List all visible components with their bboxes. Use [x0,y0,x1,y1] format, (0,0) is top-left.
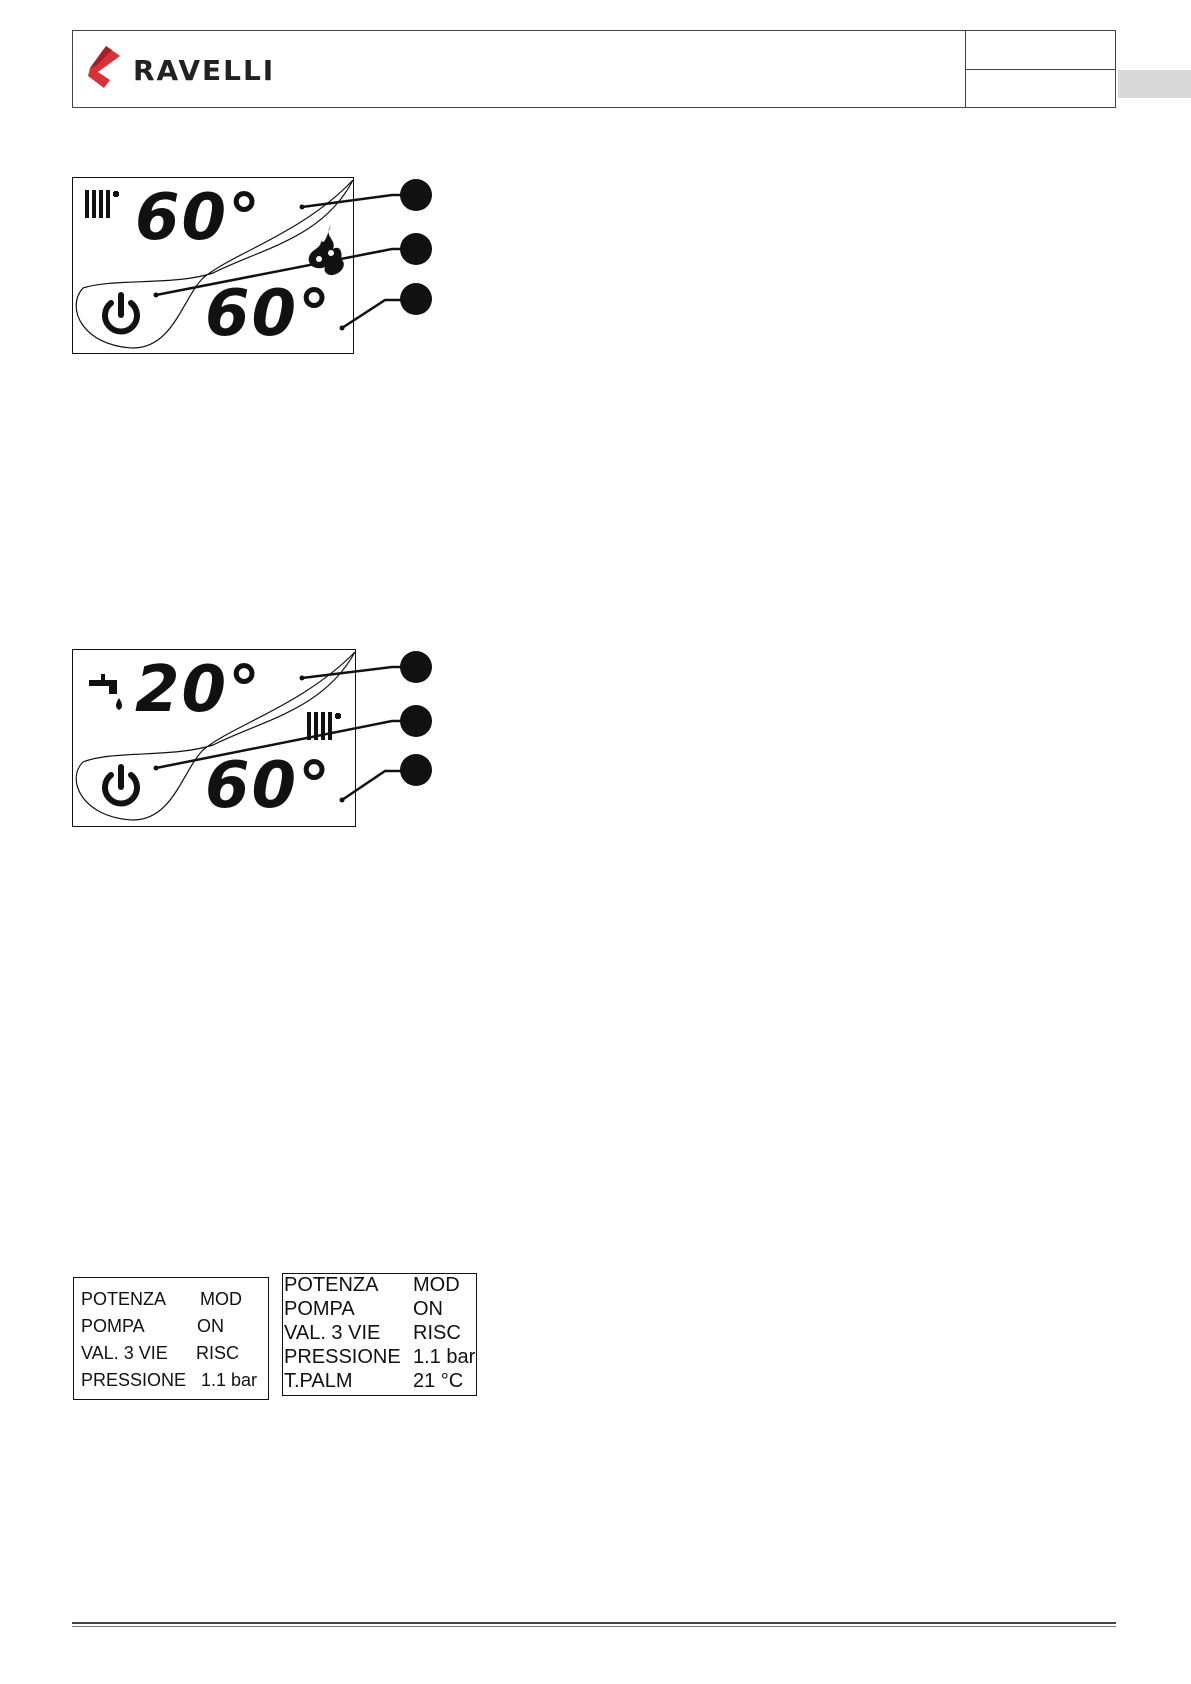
info-row [283,1346,476,1370]
info-value: RISC [196,1343,240,1363]
info-label: POMPA [81,1316,145,1336]
info-value: 1.1 bar [413,1346,476,1368]
lcd-top-temperature: 60° [135,181,263,255]
callout-marker-1 [400,651,432,683]
lcd-top-temperature: 20° [135,653,263,727]
info-row [74,1343,268,1367]
lcd-display-1 [72,177,354,354]
brand-name: RAVELLI [133,54,276,87]
info-row [283,1298,476,1322]
info-label: VAL. 3 VIE [284,1322,381,1344]
info-label: PRESSIONE [81,1370,187,1390]
page-tab-marker [1118,70,1191,98]
lcd-bottom-temperature: 60° [205,749,333,823]
info-row [283,1370,476,1394]
info-row [283,1274,476,1298]
footer-rule [72,1626,1116,1627]
info-table-1 [73,1277,269,1400]
info-row [74,1370,268,1394]
ravelli-logo-icon [86,44,122,90]
info-label: POMPA [284,1298,355,1320]
lcd-bottom-temperature: 60° [205,277,333,351]
info-value: 21 °C [413,1370,464,1392]
callout-marker-2 [400,705,432,737]
tap-icon [87,672,127,716]
info-row [283,1322,476,1346]
info-value: MOD [200,1289,242,1309]
callout-marker-1 [400,179,432,211]
info-row [74,1316,268,1340]
info-value: ON [197,1316,224,1336]
info-label: PRESSIONE [284,1346,401,1368]
callout-marker-2 [400,233,432,265]
footer-rule [72,1622,1116,1624]
info-value: RISC [413,1322,461,1344]
info-label: T.PALM [284,1370,353,1392]
info-label: POTENZA [81,1289,167,1309]
info-row [74,1289,268,1313]
callout-marker-3 [400,283,432,315]
info-value: ON [413,1298,443,1320]
info-value: 1.1 bar [201,1370,258,1390]
radiator-icon [305,710,351,744]
info-value: MOD [413,1274,460,1296]
power-icon [97,763,145,811]
flame-icon [303,223,349,277]
callout-marker-3 [400,754,432,786]
radiator-icon [83,188,129,222]
power-icon [97,291,145,339]
info-label: POTENZA [284,1274,379,1296]
lcd-display-2 [72,649,356,827]
header-cell-divider [965,69,1116,70]
info-label: VAL. 3 VIE [81,1343,168,1363]
info-table-2 [282,1273,477,1396]
